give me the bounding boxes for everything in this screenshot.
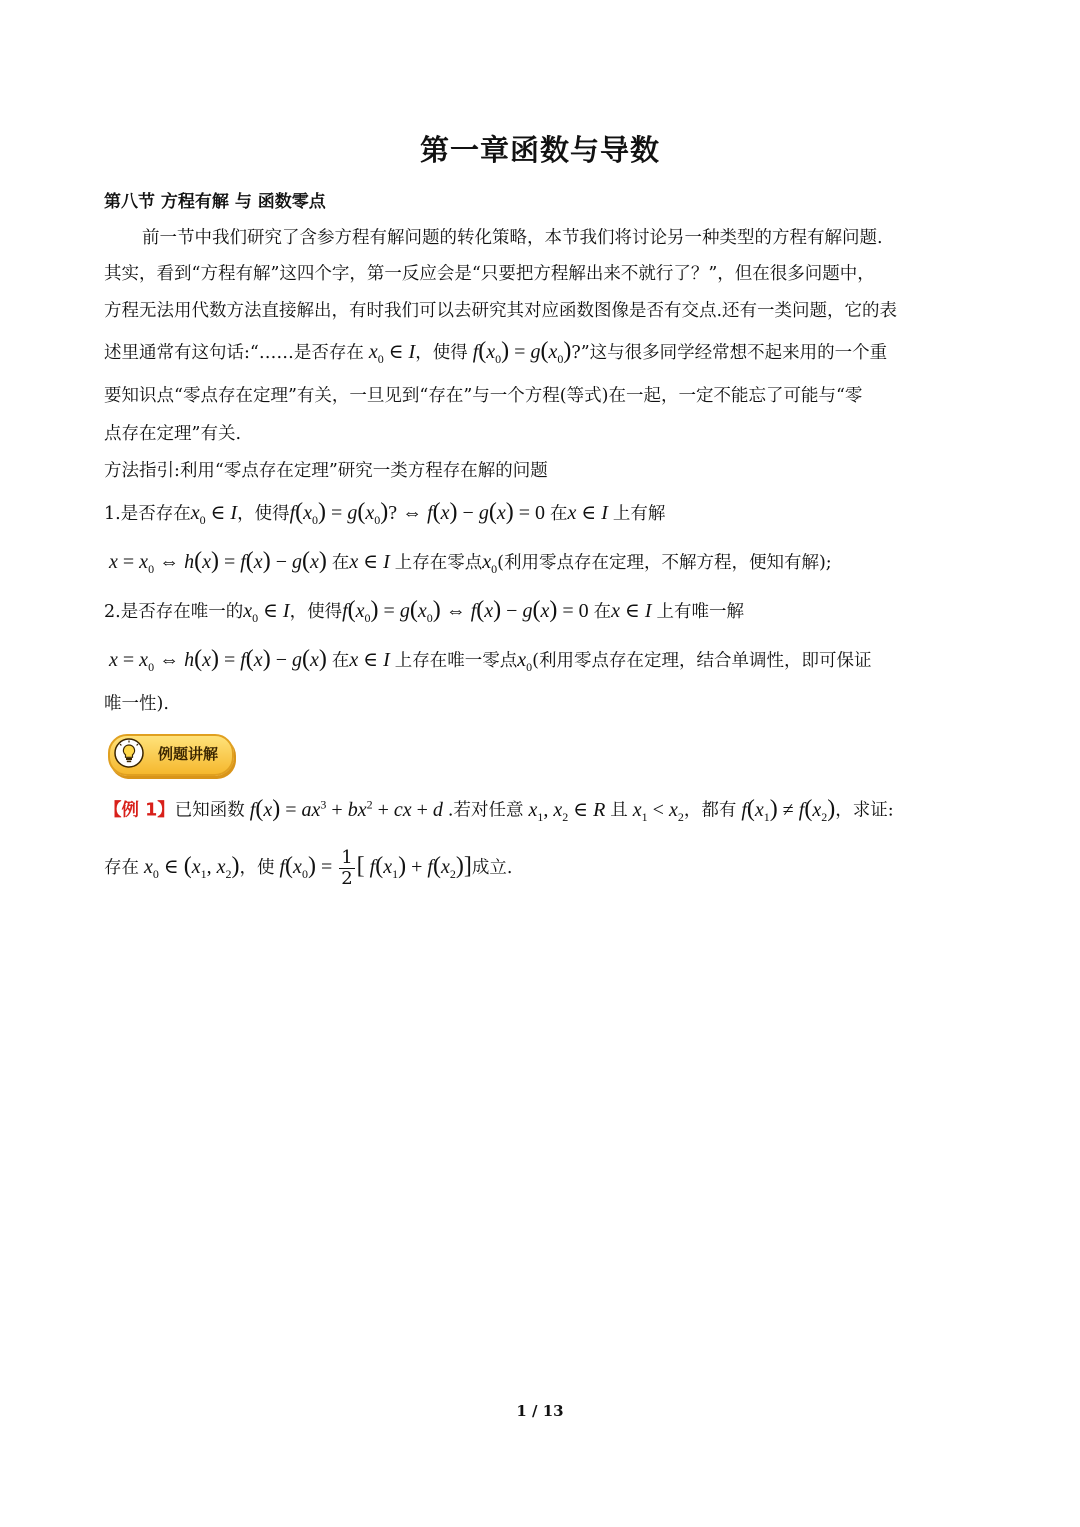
math-expression: [ $f(x_1) + f(x_2)$] <box>356 853 472 881</box>
math-expression: x ∈ I <box>567 502 608 524</box>
method-heading: 方法指引:利用“零点存在定理”研究一类方程存在解的问题 <box>104 461 548 481</box>
intro-paragraph-line: 述里通常有这句话:“……是否存在 $x_0$ ∈ I，使得 $f(x_0) = g(x_0)$?”这与很多同学经常想不起来用的一个重 <box>104 338 888 366</box>
math-expression: x ∈ I <box>349 551 390 573</box>
math-expression: $x = x_0$ ⇔ h(x) = f(x) − g(x) <box>109 548 327 576</box>
fraction-one-half: $\frac{1}{2}$ <box>341 847 353 889</box>
intro-paragraph-line: 点存在定理”有关. <box>104 424 242 444</box>
math-expression: x ∈ I <box>349 649 390 671</box>
math-expression: $x_0$ <box>517 649 533 674</box>
section-title: 第八节 方程有解 与 函数零点 <box>104 192 326 212</box>
math-expression: $f(x_0) = g(x_0)$? ⇔ f(x) − g(x) = 0 <box>289 499 550 527</box>
math-expression: $f(x_1) \ne f(x_2)$ <box>741 795 836 824</box>
chapter-title: 第一章函数与导数 <box>419 133 660 167</box>
page-number: 1 / 13 <box>516 1402 564 1420</box>
example-tag: 【例 1】 <box>104 800 175 821</box>
math-expression: $x = x_0$ ⇔ h(x) = f(x) − g(x) <box>109 646 327 674</box>
math-expression: $x_0$ ∈ I <box>368 341 416 366</box>
method-item-1: 1.是否存在$x_0$ ∈ I，使得$f(x_0) = g(x_0)$? ⇔ f(x) − g(x) = 0 在x ∈ I 上有解 <box>104 499 666 527</box>
method-item-2-line3: 唯一性). <box>104 694 169 714</box>
lightbulb-icon <box>114 738 144 768</box>
math-expression: $f(x_0) = g(x_0)$ <box>472 338 572 366</box>
method-item-2-line2: $x = x_0$ ⇔ h(x) = f(x) − g(x) 在x ∈ I 上存在唯一零点$x_0$(利用零点存在定理，结合单调性，即可保证 <box>104 647 871 679</box>
math-expression: $f(x_0) = g(x_0)$ ⇔ f(x) − g(x) = 0 <box>342 597 594 625</box>
method-item-1-line2: $x = x_0$ ⇔ h(x) = f(x) − g(x) 在x ∈ I 上存在零点$x_0$(利用零点存在定理，不解方程，便知有解); <box>104 549 832 581</box>
example-1-statement-line2: 存在 $x_0$ ∈ ($x_1$, $x_2$)，使 $f(x_0)$ = $\frac{1}{2}$ [ $f(x_1) + f(x_2)$]成立. <box>104 847 513 889</box>
intro-paragraph-line: 其实，看到“方程有解”这四个字，第一反应会是“只要把方程解出来不就行了？”，但在很多问题中， <box>104 264 875 284</box>
math-expression: $f(x) = ax^3 + bx^2$ + cx + d <box>249 795 443 822</box>
math-expression: $x_0$ <box>482 551 498 576</box>
method-item-2: 2.是否存在唯一的$x_0$ ∈ I，使得$f(x_0) = g(x_0)$ ⇔ f(x) − g(x) = 0 在x ∈ I 上有唯一解 <box>104 597 744 625</box>
intro-paragraph-line: 方程无法用代数方法直接解出，有时我们可以去研究其对应函数图像是否有交点.还有一类问题，它的表 <box>104 301 898 321</box>
example-section-badge <box>108 734 234 776</box>
math-expression: $f(x_0)$ = <box>279 853 338 881</box>
math-expression: $x_0$ ∈ I <box>190 502 238 527</box>
math-expression: $x_0$ ∈ ($x_1$, $x_2$) <box>144 853 240 881</box>
intro-paragraph-line: 要知识点“零点存在定理”有关，一旦见到“存在”与一个方程(等式)在一起，一定不能忘了可能与“零 <box>104 386 863 406</box>
math-expression: $x_0$ ∈ I <box>243 600 290 625</box>
math-expression: x ∈ I <box>611 600 652 622</box>
math-expression: $x_1 < x_2$ <box>632 798 684 824</box>
example-1-statement: 【例 1】已知函数 $f(x) = ax^3 + bx^2$ + cx + d .若对任意 $x_1$, $x_2$ ∈ R 且 $x_1 < x_2$，都有 $f(x_1) \ne f(x_2)$，求证: <box>104 795 894 824</box>
intro-paragraph-line: 前一节中我们研究了含参方程有解问题的转化策略，本节我们将讨论另一种类型的方程有解问题. <box>142 228 883 248</box>
badge-label: 例题讲解 <box>158 745 219 763</box>
math-expression: $x_1$, $x_2$ ∈ R <box>528 798 606 824</box>
